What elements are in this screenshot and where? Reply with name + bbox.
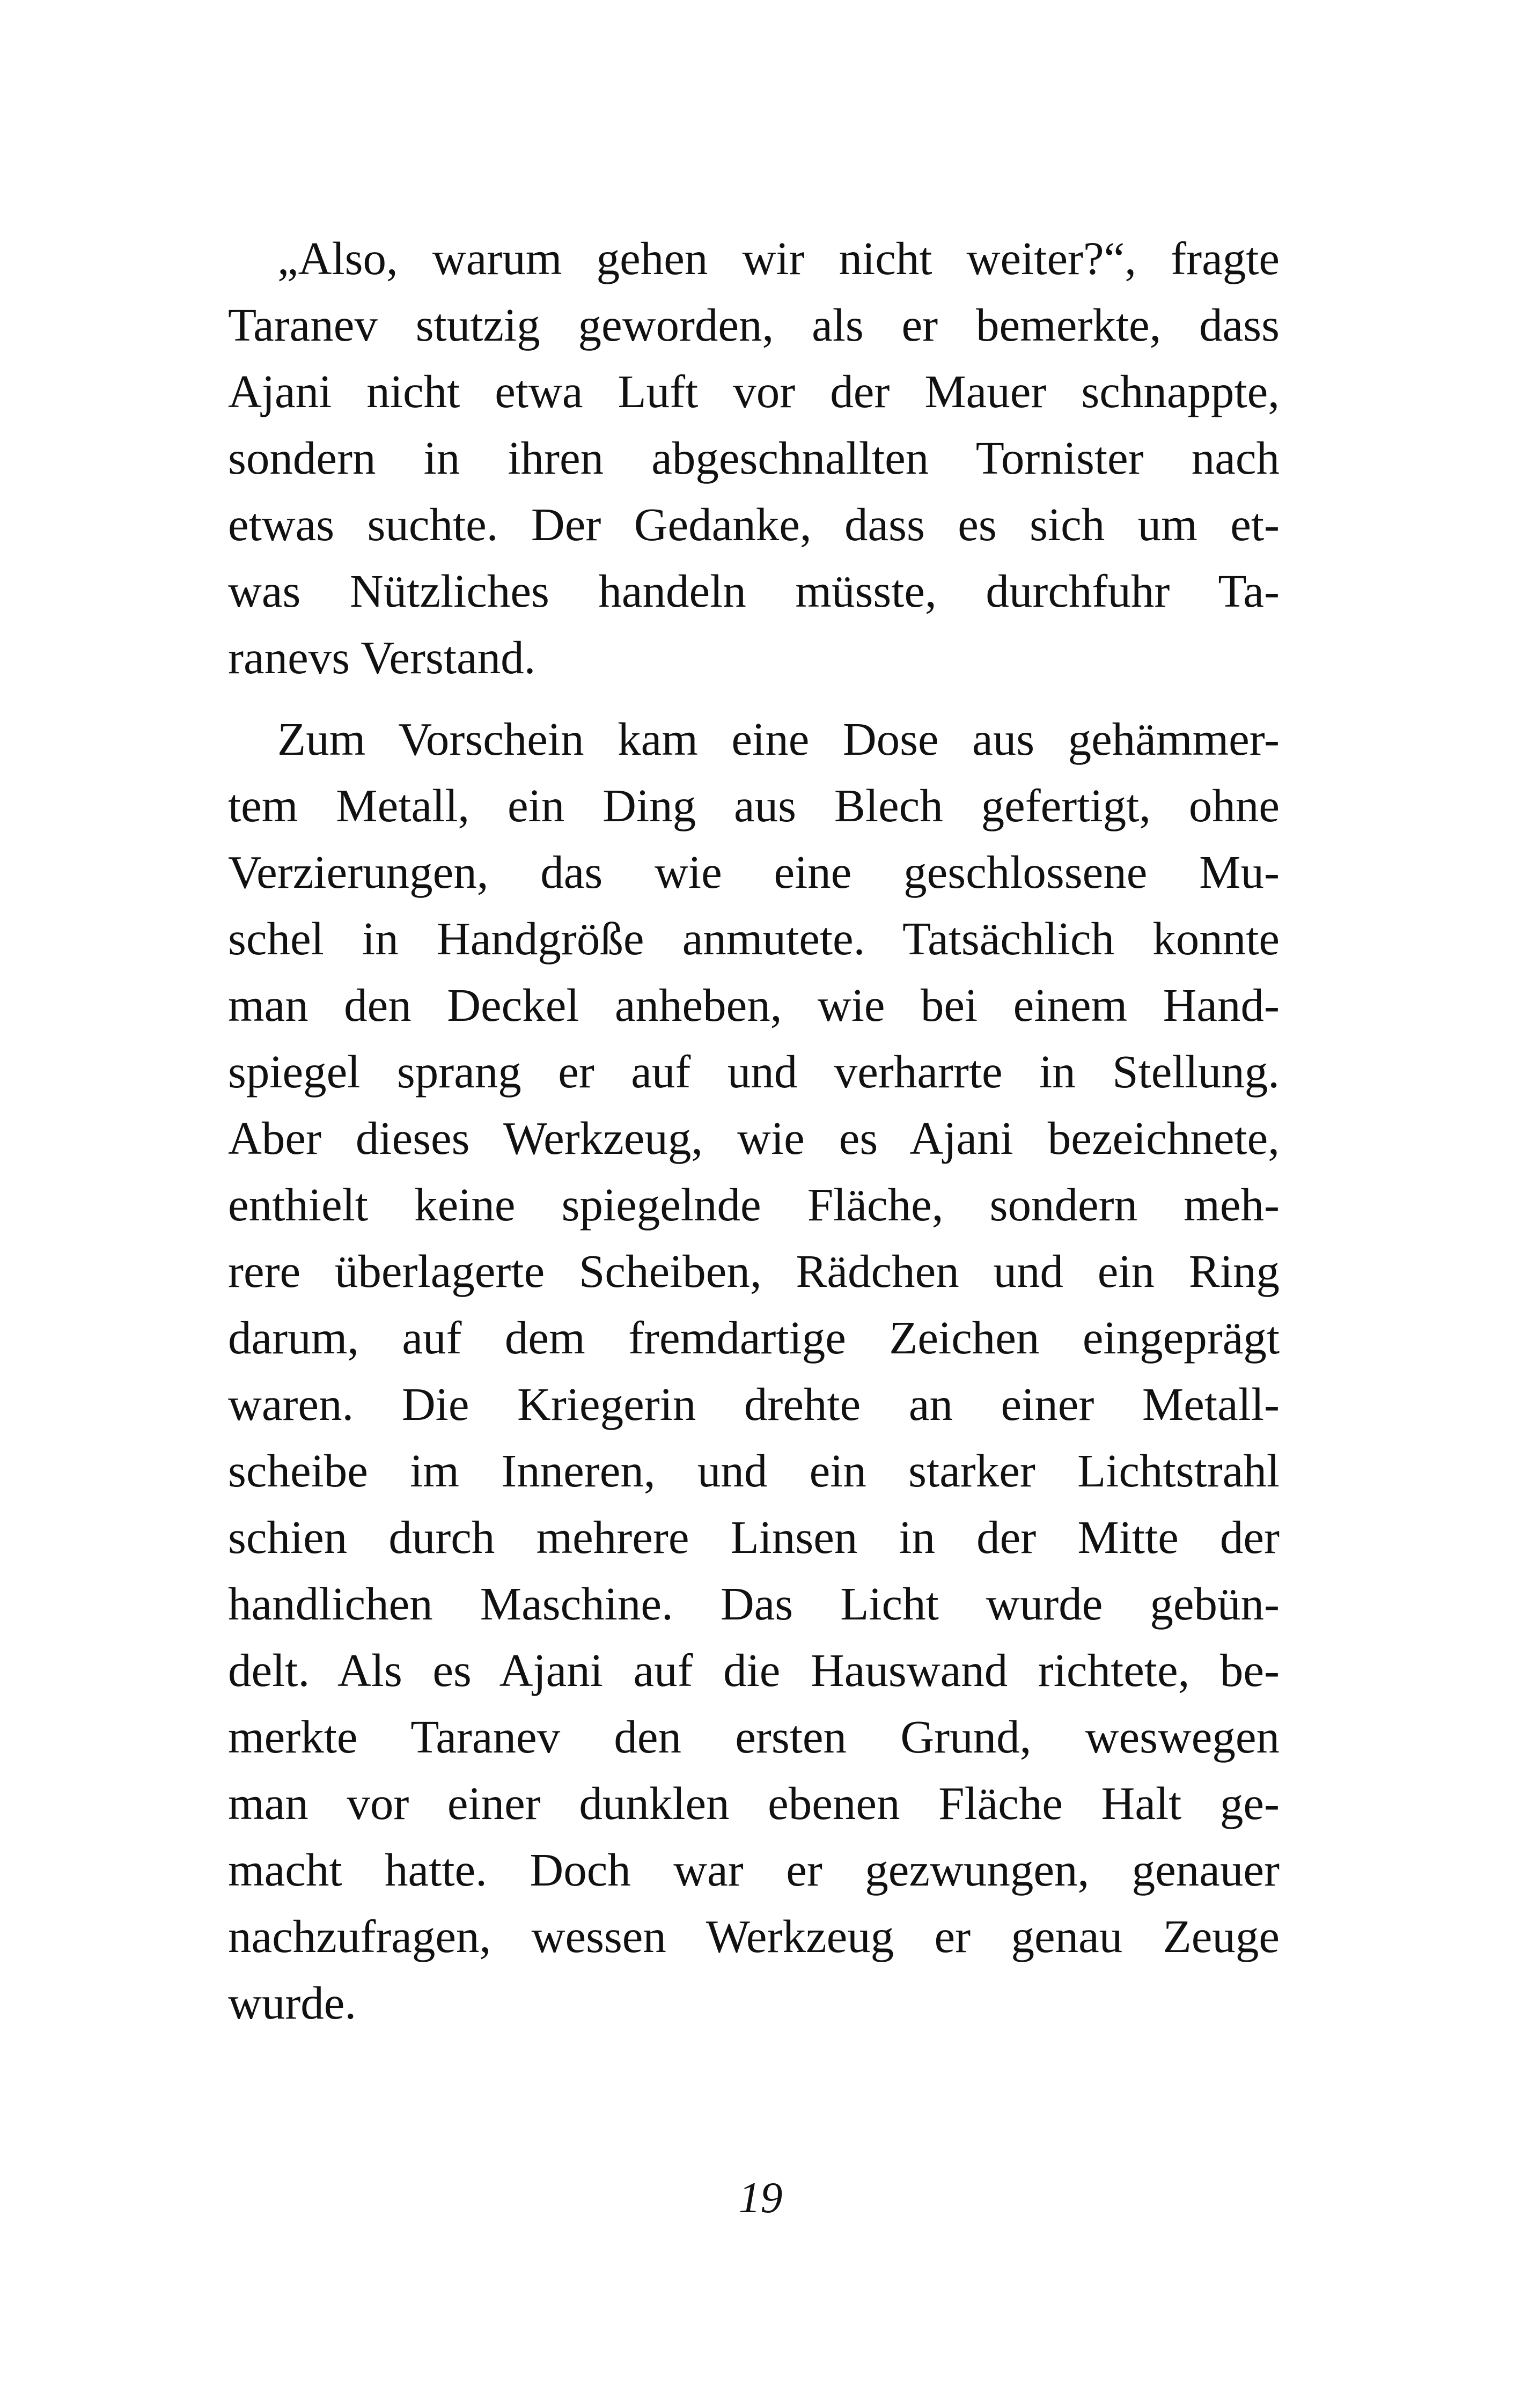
text-line: etwas suchte. Der Gedanke, dass es sich um et- — [228, 498, 1280, 550]
text-line: Ajani nicht etwa Luft vor der Mauer schnappte, — [228, 365, 1280, 417]
text-line: macht hatte. Doch war er gezwungen, genauer — [228, 1844, 1280, 1896]
text-line: enthielt keine spiegelnde Fläche, sondern meh- — [228, 1179, 1280, 1231]
text-line: nachzufragen, wessen Werkzeug er genau Zeuge — [228, 1910, 1280, 1962]
text-line: handlichen Maschine. Das Licht wurde gebün- — [228, 1578, 1280, 1630]
text-line: waren. Die Kriegerin drehte an einer Metall- — [228, 1378, 1280, 1430]
text-line: man den Deckel anheben, wie bei einem Hand- — [228, 979, 1280, 1031]
text-line: schien durch mehrere Linsen in der Mitte der — [228, 1511, 1280, 1563]
text-line: ranevs Verstand. — [228, 631, 536, 683]
text-line: „Also, warum gehen wir nicht weiter?“, fragte — [277, 232, 1280, 284]
text-line: Zum Vorschein kam eine Dose aus gehämmer- — [277, 713, 1280, 765]
text-line: Aber dieses Werkzeug, wie es Ajani bezeichnete, — [228, 1112, 1280, 1164]
body-text — [228, 225, 1280, 2036]
text-line: spiegel sprang er auf und verharrte in Stellung. — [228, 1045, 1280, 1098]
text-line: Verzierungen, das wie eine geschlossene Mu- — [228, 846, 1280, 898]
text-line: tem Metall, ein Ding aus Blech gefertigt, ohne — [228, 779, 1280, 831]
text-line: sondern in ihren abgeschnallten Tornister nach — [228, 432, 1280, 484]
text-line: wurde. — [228, 1977, 357, 2029]
text-line: scheibe im Inneren, und ein starker Lichtstrahl — [228, 1445, 1280, 1497]
text-line: rere überlagerte Scheiben, Rädchen und ein Ring — [228, 1245, 1280, 1297]
page-number: 19 — [738, 2173, 783, 2222]
text-line: man vor einer dunklen ebenen Fläche Halt ge- — [228, 1777, 1280, 1829]
text-line: schel in Handgröße anmutete. Tatsächlich konnte — [228, 912, 1280, 964]
text-line: delt. Als es Ajani auf die Hauswand richtete, be- — [228, 1644, 1280, 1696]
text-line: darum, auf dem fremdartige Zeichen eingeprägt — [228, 1312, 1280, 1364]
text-line: was Nützliches handeln müsste, durchfuhr Ta- — [228, 565, 1280, 617]
text-line: Taranev stutzig geworden, als er bemerkte, dass — [228, 299, 1280, 351]
text-line: merkte Taranev den ersten Grund, weswegen — [228, 1711, 1280, 1763]
paragraph-1 — [228, 225, 1280, 691]
paragraph-2 — [228, 706, 1280, 2036]
